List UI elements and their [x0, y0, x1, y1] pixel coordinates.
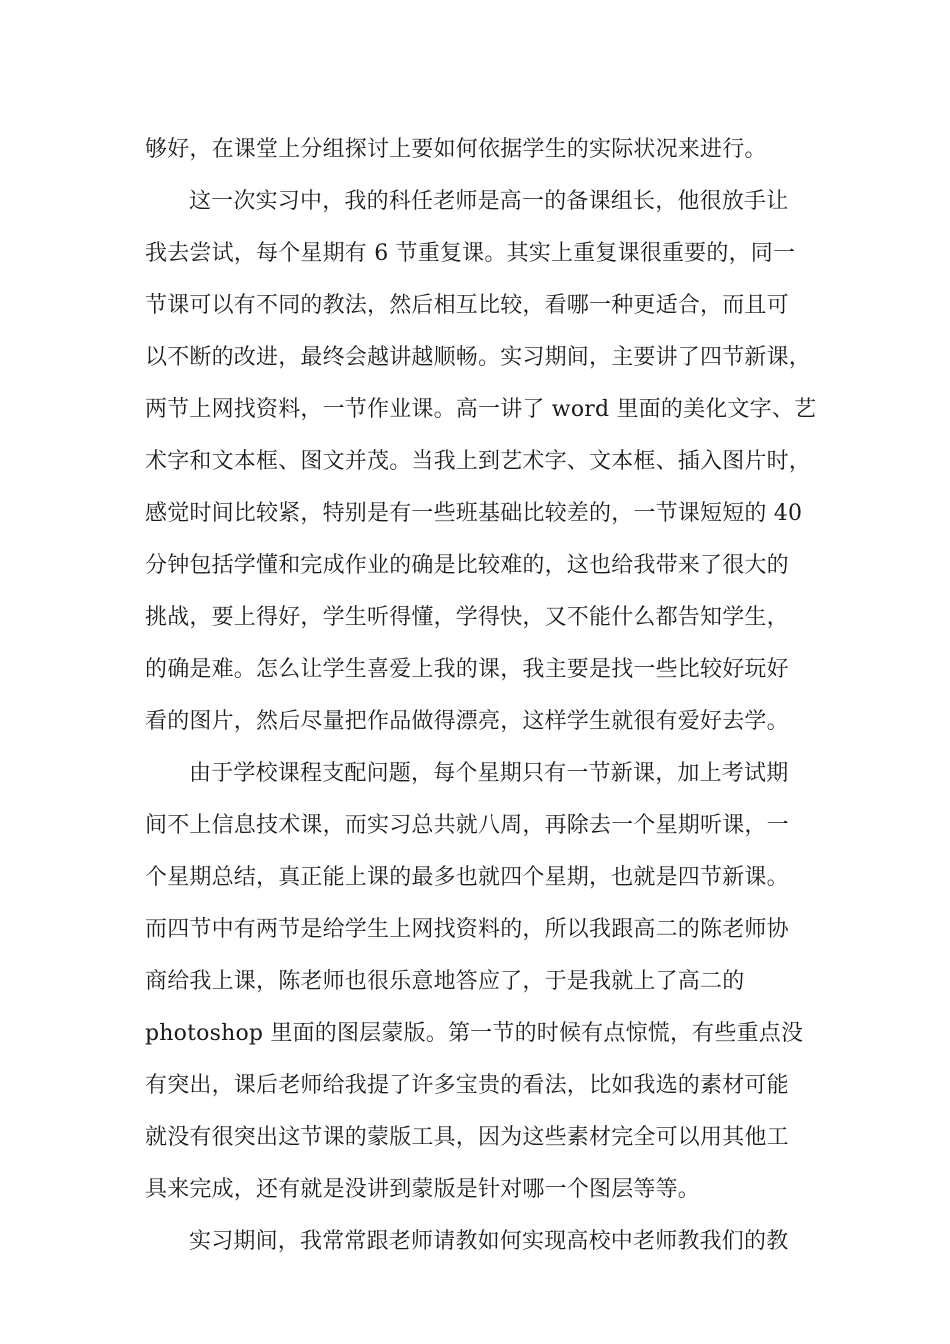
text-line: 术字和文本框、图文并茂。当我上到艺术字、文本框、插入图片时， — [145, 449, 812, 474]
text-line: 两节上网找资料，一节作业课。高一讲了 word 里面的美化文字、艺 — [145, 397, 817, 422]
text-line: 挑战，要上得好，学生听得懂，学得快，又不能什么都告知学生， — [145, 605, 789, 630]
text-line: 有突出，课后老师给我提了许多宝贵的看法，比如我选的素材可能 — [145, 1073, 789, 1098]
paragraph-first-line: 由于学校课程支配问题，每个星期只有一节新课，加上考试期 — [189, 761, 789, 786]
paragraph-first-line: 这一次实习中，我的科任老师是高一的备课组长，他很放手让 — [189, 189, 789, 214]
paragraph-first-line: 实习期间，我常常跟老师请教如何实现高校中老师教我们的教 — [189, 1229, 789, 1254]
text-line: 间不上信息技术课，而实习总共就八周，再除去一个星期听课，一 — [145, 813, 789, 838]
text-line: 我去尝试，每个星期有 6 节重复课。其实上重复课很重要的，同一 — [145, 241, 796, 266]
text-line: 感觉时间比较紧，特别是有一些班基础比较差的，一节课短短的 40 — [145, 501, 803, 526]
text-line: 看的图片，然后尽量把作品做得漂亮，这样学生就很有爱好去学。 — [145, 709, 789, 734]
text-line: 就没有很突出这节课的蒙版工具，因为这些素材完全可以用其他工 — [145, 1125, 789, 1150]
text-line: 够好，在课堂上分组探讨上要如何依据学生的实际状况来进行。 — [145, 137, 767, 162]
text-line: 个星期总结，真正能上课的最多也就四个星期，也就是四节新课。 — [145, 865, 789, 890]
text-line: 分钟包括学懂和完成作业的确是比较难的，这也给我带来了很大的 — [145, 553, 789, 578]
text-line: 商给我上课，陈老师也很乐意地答应了，于是我就上了高二的 — [145, 969, 745, 994]
text-line: 以不断的改进，最终会越讲越顺畅。实习期间，主要讲了四节新课， — [145, 345, 812, 370]
text-line: 具来完成，还有就是没讲到蒙版是针对哪一个图层等等。 — [145, 1177, 701, 1202]
text-line: 节课可以有不同的教法，然后相互比较，看哪一种更适合，而且可 — [145, 293, 789, 318]
text-line: photoshop 里面的图层蒙版。第一节的时候有点惊慌，有些重点没 — [145, 1021, 804, 1046]
text-line: 而四节中有两节是给学生上网找资料的，所以我跟高二的陈老师协 — [145, 917, 789, 942]
text-line: 的确是难。怎么让学生喜爱上我的课，我主要是找一些比较好玩好 — [145, 657, 789, 682]
